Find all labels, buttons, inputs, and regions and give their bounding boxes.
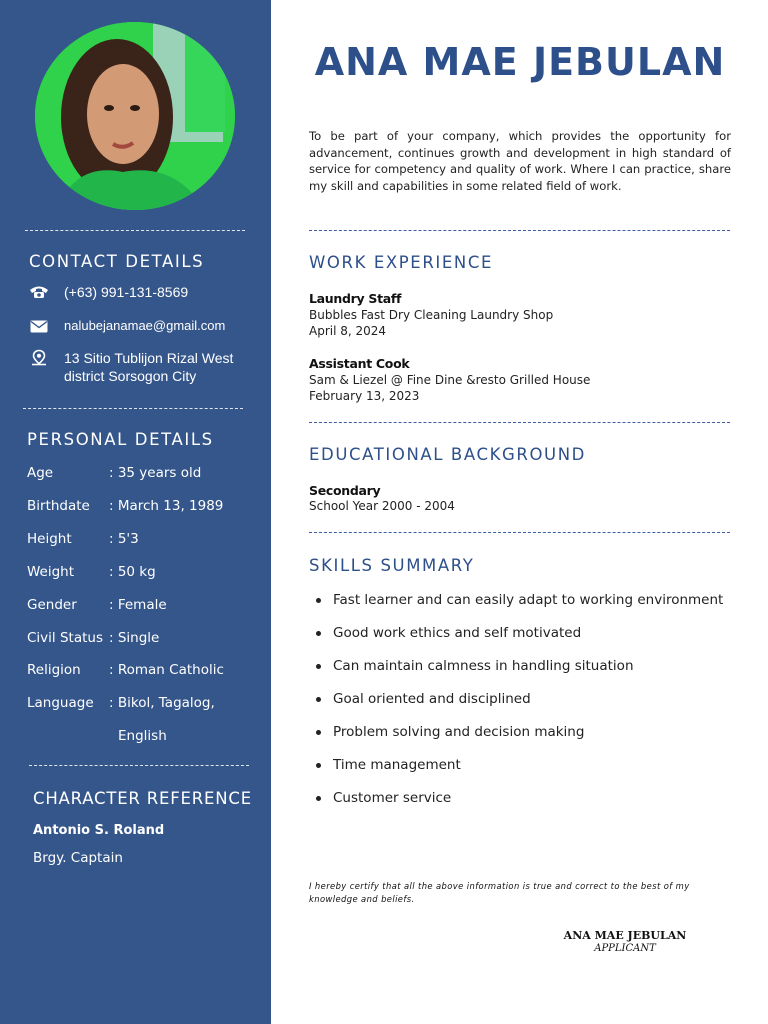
personal-value: : 50 kg	[109, 564, 156, 580]
skill-item: Good work ethics and self motivated	[312, 625, 723, 658]
address: 13 Sitio Tublijon Rizal West district Sorsogon City	[64, 350, 234, 384]
divider	[23, 408, 243, 409]
applicant-name: ANA MAE JEBULAN	[314, 40, 726, 84]
personal-value: : 5'3	[109, 531, 139, 547]
personal-row-age	[27, 465, 201, 481]
personal-row-height	[27, 531, 139, 547]
personal-value: : March 13, 1989	[109, 498, 224, 514]
signature-role: APPLICANT	[594, 943, 656, 954]
personal-row-civil-status	[27, 630, 159, 646]
personal-row-birthdate	[27, 498, 223, 514]
profile-photo	[35, 22, 235, 210]
phone-number: (+63) 991-131-8569	[64, 284, 189, 300]
personal-label: Religion	[27, 662, 81, 678]
job-company: Bubbles Fast Dry Cleaning Laundry Shop	[309, 308, 554, 322]
personal-row-religion	[27, 662, 224, 678]
job-title: Laundry Staff	[309, 291, 402, 306]
job-company: Sam & Liezel @ Fine Dine &resto Grilled House	[309, 373, 591, 387]
personal-label: Height	[27, 531, 72, 547]
personal-label: Birthdate	[27, 498, 90, 514]
personal-label: Weight	[27, 564, 75, 580]
email-icon	[29, 317, 49, 335]
education-heading: EDUCATIONAL BACKGROUND	[309, 445, 586, 464]
reference-heading: CHARACTER REFERENCE	[33, 789, 252, 808]
personal-label: Language	[27, 695, 94, 711]
personal-row-language	[27, 695, 215, 711]
personal-value: : Roman Catholic	[109, 662, 224, 678]
contact-phone	[29, 283, 188, 301]
contact-heading: CONTACT DETAILS	[29, 252, 205, 271]
personal-value: : Bikol, Tagalog,	[109, 695, 215, 711]
personal-heading: PERSONAL DETAILS	[27, 430, 214, 449]
reference-name: Antonio S. Roland	[33, 823, 165, 838]
contact-email	[29, 317, 225, 335]
divider	[25, 230, 245, 231]
personal-label: Civil Status	[27, 630, 103, 646]
personal-value: : 35 years old	[109, 465, 202, 481]
email-address: nalubejanamae@gmail.com	[64, 318, 226, 333]
career-objective: To be part of your company, which provides the opportunity for advancement, continues growth and development in high standard of service for competency and quality of work. Where I can practice, share my skill and capabilities in some related field of work.	[309, 129, 731, 193]
skill-item: Time management	[312, 757, 723, 790]
certification-statement: I hereby certify that all the above information is true and correct to the best of my knowledge and beliefs.	[309, 881, 690, 904]
reference-title: Brgy. Captain	[33, 850, 123, 866]
sidebar	[0, 0, 271, 1024]
skills-heading: SKILLS SUMMARY	[309, 556, 475, 575]
skill-item: Customer service	[312, 790, 723, 823]
education-years: School Year 2000 - 2004	[309, 499, 455, 513]
personal-value: : Female	[109, 597, 167, 613]
skill-item: Fast learner and can easily adapt to working environment	[312, 592, 723, 625]
job-date: April 8, 2024	[309, 324, 387, 338]
personal-label: Age	[27, 465, 54, 481]
personal-language-continued: English	[118, 728, 167, 744]
job-title: Assistant Cook	[309, 356, 410, 371]
personal-row-gender	[27, 597, 167, 613]
divider	[309, 230, 730, 231]
divider	[309, 422, 730, 423]
personal-value: : Single	[109, 630, 160, 646]
personal-label: Gender	[27, 597, 77, 613]
skill-item: Problem solving and decision making	[312, 724, 723, 757]
education-level: Secondary	[309, 483, 381, 498]
phone-icon	[29, 283, 49, 301]
divider	[29, 765, 249, 766]
divider	[309, 532, 730, 533]
work-heading: WORK EXPERIENCE	[309, 253, 493, 272]
skill-item: Can maintain calmness in handling situation	[312, 658, 723, 691]
signature-name: ANA MAE JEBULAN	[563, 929, 687, 942]
contact-address	[29, 349, 249, 385]
job-date: February 13, 2023	[309, 389, 420, 403]
skill-item: Goal oriented and disciplined	[312, 691, 723, 724]
skills-list	[312, 592, 723, 823]
personal-row-weight	[27, 564, 156, 580]
location-icon	[29, 349, 49, 367]
